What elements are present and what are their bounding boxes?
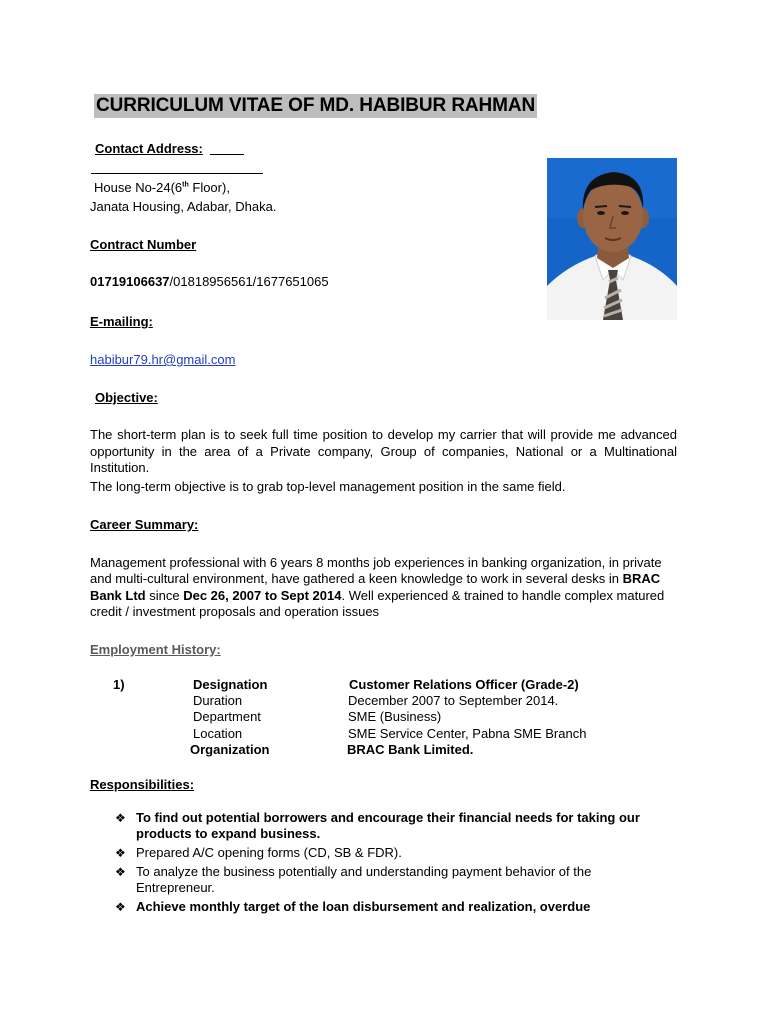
address-line-1-pre: House No-24(6: [94, 180, 183, 195]
career-text-c: since: [145, 587, 184, 603]
organization-label: Organization: [190, 742, 270, 757]
objective-paragraph-2: The long-term objective is to grab top-level management position in the same field.: [90, 479, 566, 494]
career-summary-text: [90, 555, 675, 620]
bullet-icon: ❖: [115, 900, 126, 914]
email-heading: E-mailing:: [90, 314, 153, 329]
address-line-1: [94, 180, 230, 195]
page-title: CURRICULUM VITAE OF MD. HABIBUR RAHMAN: [96, 95, 536, 116]
contact-divider-line: [91, 173, 263, 174]
responsibilities-heading: Responsibilities:: [90, 777, 195, 792]
phone-numbers: [90, 274, 329, 289]
responsibility-item-2: Prepared A/C opening forms (CD, SB & FDR).: [136, 845, 402, 860]
phone-others: /01818956561/1677651065: [169, 274, 329, 289]
employment-history-heading: Employment History:: [90, 642, 221, 657]
bullet-icon: ❖: [115, 811, 126, 825]
career-text-a: Management professional with 6 years 8 months job experiences in banking organization, in private and multi-cultural environment, have gathered a keen knowledge to work in several desks in: [90, 555, 662, 587]
contact-heading-text: Contact Address:: [95, 141, 203, 156]
objective-paragraph-1: The short-term plan is to seek full time position to develop my carrier that will provide me advanced opportunity in the area of a Private company, Group of companies, National or a Multinational Institution.: [90, 427, 677, 475]
duration-label: Duration: [193, 693, 243, 708]
profile-photo: [547, 158, 677, 320]
career-summary-heading: Career Summary:: [90, 517, 199, 532]
contract-number-heading: Contract Number: [90, 237, 197, 252]
profile-photo-image: [547, 158, 677, 320]
responsibility-item-3: To analyze the business potentially and understanding payment behavior of the Entrepreneur.: [136, 864, 592, 895]
duration-value: December 2007 to September 2014.: [348, 693, 559, 708]
address-line-2: Janata Housing, Adabar, Dhaka.: [90, 199, 277, 214]
contact-heading-underline: [210, 154, 244, 155]
organization-value: BRAC Bank Limited.: [347, 742, 474, 757]
email-link[interactable]: habibur79.hr@gmail.com: [90, 352, 236, 367]
career-text-e: . Well experienced & trained to handle complex matured credit / investment proposals and operation issues: [90, 587, 665, 619]
address-line-1-post: Floor),: [188, 180, 230, 195]
address-floor-sup: th: [182, 181, 189, 189]
phone-primary: 01719106637: [90, 274, 170, 289]
department-label: Department: [193, 709, 261, 724]
designation-value: Customer Relations Officer (Grade-2): [349, 677, 579, 692]
designation-label: Designation: [193, 677, 268, 692]
career-date-range: Dec 26, 2007 to Sept 2014: [183, 587, 342, 603]
responsibility-item-1: To find out potential borrowers and encourage their financial needs for taking our products to expand business.: [136, 810, 640, 841]
employment-entry-number: 1): [113, 677, 125, 692]
bullet-icon: ❖: [115, 846, 126, 860]
career-bank-name: BRAC Bank Ltd: [90, 571, 661, 603]
location-value: SME Service Center, Pabna SME Branch: [348, 726, 587, 741]
objective-heading: Objective:: [95, 390, 158, 405]
responsibility-item-4: Achieve monthly target of the loan disbursement and realization, overdue: [136, 899, 591, 914]
location-label: Location: [193, 726, 243, 741]
bullet-icon: ❖: [115, 865, 126, 879]
contact-address-heading: [95, 141, 203, 156]
department-value: SME (Business): [348, 709, 442, 724]
